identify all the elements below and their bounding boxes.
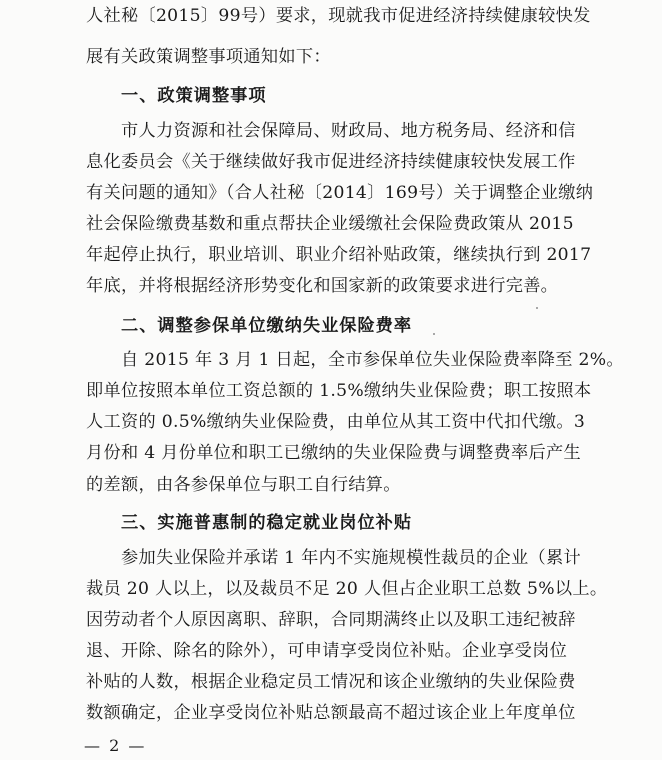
scan-speck (433, 333, 435, 335)
body-line-1: 人社秘〔2015〕99号）要求，现就我市促进经济持续健康较快发 (86, 6, 591, 26)
body-line-7: 社会保险缴费基数和重点帮扶企业缓缴社会保险费政策从 2015 (86, 214, 574, 234)
body-line-17: 参加失业保险并承诺 1 年内不实施规模性裁员的企业（累计 (121, 548, 581, 568)
body-line-5: 息化委员会《关于继续做好我市促进经济持续健康较快发展工作 (86, 152, 576, 172)
section-heading-2: 二、调整参保单位缴纳失业保险费率 (121, 316, 413, 336)
body-line-6: 有关问题的通知》（合人社秘〔2014〕169号）关于调整企业缴纳 (86, 183, 594, 203)
page-number: — 2 — (84, 736, 147, 755)
section-heading-1: 一、政策调整事项 (121, 86, 267, 106)
body-line-12: 即单位按照本单位工资总额的 1.5%缴纳失业保险费；职工按照本 (86, 381, 592, 401)
body-line-4: 市人力资源和社会保障局、财政局、地方税务局、经济和信 (121, 121, 576, 141)
body-line-20: 退、开除、除名的除外），可申请享受岗位补贴。企业享受岗位 (86, 641, 568, 661)
body-line-11: 自 2015 年 3 月 1 日起，全市参保单位失业保险费率降至 2%。 (121, 350, 624, 370)
body-line-14: 月份和 4 月份单位和职工已缴纳的失业保险费与调整费率后产生 (86, 443, 581, 463)
body-line-13: 人工资的 0.5%缴纳失业保险费，由单位从其工资中代扣代缴。3 (86, 412, 586, 432)
scan-speck (536, 307, 538, 309)
body-line-21: 补贴的人数，根据企业稳定员工情况和该企业缴纳的失业保险费 (86, 672, 576, 692)
body-line-18: 裁员 20 人以上，以及裁员不足 20 人但占企业职工总数 5%以上。 (86, 579, 608, 599)
body-line-15: 的差额，由各参保单位与职工自行结算。 (86, 475, 401, 495)
body-line-2: 展有关政策调整事项通知如下： (86, 47, 331, 67)
section-heading-3: 三、实施普惠制的稳定就业岗位补贴 (121, 513, 413, 533)
body-line-19: 因劳动者个人原因离职、辞职，合同期满终止以及职工违纪被辞 (86, 610, 576, 630)
body-line-9: 年底，并将根据经济形势变化和国家新的政策要求进行完善。 (86, 276, 559, 296)
body-line-8: 年起停止执行，职业培训、职业介绍补贴政策，继续执行到 2017 (86, 245, 592, 265)
body-line-22: 数额确定，企业享受岗位补贴总额最高不超过该企业上年度单位 (86, 703, 576, 723)
